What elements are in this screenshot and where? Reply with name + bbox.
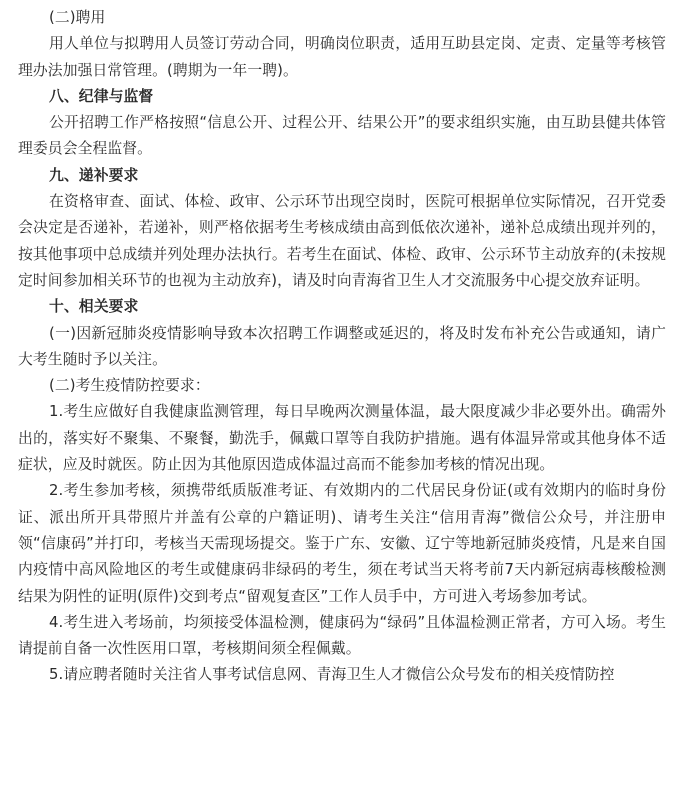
section-heading-replacement: 九、递补要求 [49, 166, 139, 184]
subsection-title-hiring: (二)聘用 [49, 9, 106, 26]
paragraph-requirement-1: (一)因新冠肺炎疫情影响导致本次招聘工作调整或延迟的，将及时发布补充公告或通知，请广大考生随时予以关注。 [18, 324, 666, 368]
paragraph-health-monitoring: 1.考生应做好自我健康监测管理，每日早晚两次测量体温，最大限度减少非必要外出。确需外出的，落实好不聚集、不聚餐，勤洗手，佩戴口罩等自我防护措施。遇有体温异常或其他身体不适症状，应及时就医。防止因为其他原因造成体温过高而不能参加考核的情况出现。 [18, 403, 666, 474]
paragraph-exam-documents: 2.考生参加考核，须携带纸质版准考证、有效期内的二代居民身份证(或有效期内的临时身份证、派出所开具带照片并盖有公章的户籍证明)、请考生关注“信用青海”微信公众号，并注册申领“信康码”并打印，考核当天需现场提交。鉴于广东、安徽、辽宁等地新冠肺炎疫情，凡是来自国内疫情中高风险地区的考生或健康码非绿码的考生，须在考试当天将考前7天内新冠病毒核酸检测结果为阴性的证明(原件)交到考点“留观复查区”工作人员手中，方可进入考场参加考试。 [18, 482, 666, 605]
paragraph-hiring-contract: 用人单位与拟聘用人员签订劳动合同，明确岗位职责，适用互助县定岗、定责、定量等考核管理办法加强日常管理。(聘期为一年一聘)。 [18, 35, 666, 79]
paragraph-replacement: 在资格审查、面试、体检、政审、公示环节出现空岗时，医院可根据单位实际情况，召开党委会决定是否递补，若递补，则严格依据考生考核成绩由高到低依次递补，递补总成绩出现并列的，按其他事项中总成绩并列处理办法执行。若考生在面试、体检、政审、公示环节主动放弃的(未按规定时间参加相关环节的也视为主动放弃)，请及时向青海省卫生人才交流服务中心提交放弃证明。 [18, 193, 666, 289]
paragraph-temperature-check: 4.考生进入考场前，均须接受体温检测，健康码为“绿码”且体温检测正常者，方可入场。考生请提前自备一次性医用口罩，考核期间须全程佩戴。 [18, 613, 666, 658]
section-heading-requirements: 十、相关要求 [49, 298, 139, 316]
paragraph-follow-updates: 5.请应聘者随时关注省人事考试信息网、青海卫生人才微信公众号发布的相关疫情防控 [49, 666, 615, 684]
paragraph-requirement-2-title: (二)考生疫情防控要求： [49, 377, 210, 395]
paragraph-discipline: 公开招聘工作严格按照“信息公开、过程公开、结果公开”的要求组织实施，由互助县健共体管理委员会全程监督。 [18, 114, 666, 158]
section-heading-discipline: 八、纪律与监督 [49, 87, 154, 105]
